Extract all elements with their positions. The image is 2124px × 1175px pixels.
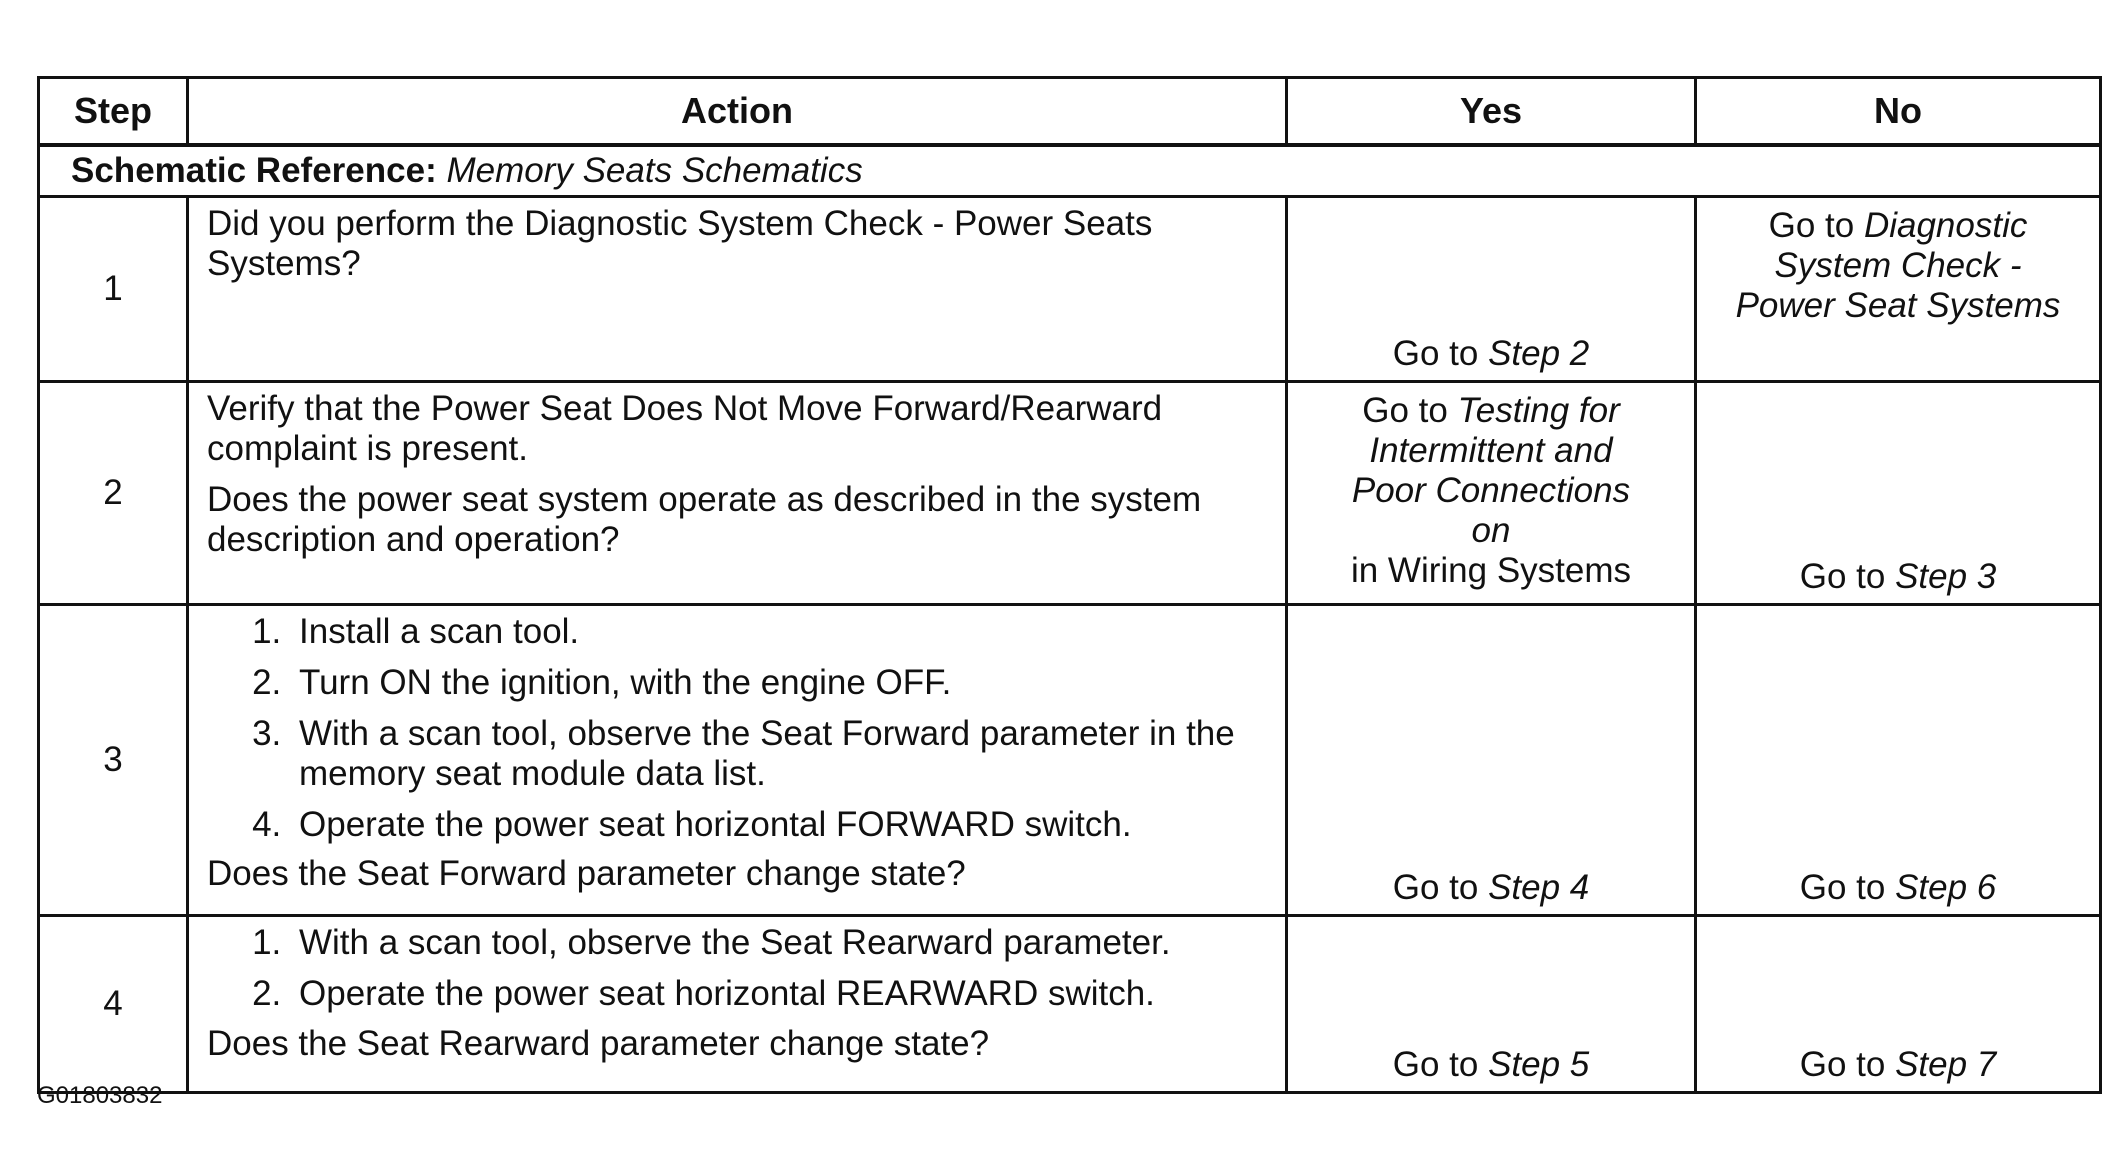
step-number: 2 [39, 382, 188, 605]
no-prefix: Go to [1799, 557, 1886, 597]
yes-link[interactable]: Step 5 [1488, 1045, 1590, 1085]
action-cell [188, 382, 1287, 605]
list-item: 3. With a scan tool, observe the Seat Forward parameter in the memory seat module data list. [291, 714, 1269, 794]
no-result [1697, 198, 2099, 326]
no-cell [1696, 916, 2101, 1093]
yes-cell [1287, 382, 1696, 605]
yes-result [1288, 334, 1694, 374]
action-question: Does the power seat system operate as described in the system description and operation? [207, 479, 1202, 559]
yes-suffix: in Wiring Systems [1350, 550, 1632, 590]
no-result [1697, 557, 2099, 597]
yes-prefix: Go to [1392, 868, 1479, 908]
action-cell [188, 197, 1287, 382]
schematic-reference [39, 145, 2101, 197]
action-question: Does the Seat Forward parameter change state? [207, 854, 966, 894]
action-cell [188, 916, 1287, 1093]
yes-result [1288, 1045, 1694, 1085]
yes-cell [1287, 916, 1696, 1093]
table-row-step-4 [39, 916, 2101, 1093]
no-cell [1696, 605, 2101, 916]
no-cell [1696, 197, 2101, 382]
step-number: 4 [39, 916, 188, 1093]
table-row-step-2 [39, 382, 2101, 605]
yes-prefix: Go to [1392, 334, 1479, 374]
list-item: 1. Install a scan tool. [291, 612, 1269, 652]
no-link[interactable]: Step 6 [1895, 868, 1997, 908]
yes-link[interactable]: Step 4 [1488, 868, 1590, 908]
yes-cell [1287, 197, 1696, 382]
schematic-reference-label: Schematic Reference: [71, 151, 437, 191]
header-no: No [1696, 78, 2101, 146]
step-number: 1 [39, 197, 188, 382]
header-yes: Yes [1287, 78, 1696, 146]
list-item: 2. Turn ON the ignition, with the engine OFF. [291, 663, 1269, 703]
yes-prefix: Go to [1392, 1045, 1479, 1085]
yes-result [1288, 868, 1694, 908]
table-row-step-1 [39, 197, 2101, 382]
no-link[interactable]: Step 7 [1895, 1045, 1997, 1085]
schematic-reference-link[interactable]: Memory Seats Schematics [446, 151, 863, 191]
action-question: Does the Seat Rearward parameter change state? [207, 1023, 990, 1063]
yes-link[interactable]: Step 2 [1488, 334, 1590, 374]
yes-prefix: Go to [1362, 391, 1448, 430]
header-step: Step [39, 78, 188, 146]
no-prefix: Go to [1799, 868, 1886, 908]
no-link[interactable]: Diagnostic System Check - Power Seat Systems [1735, 206, 2061, 325]
no-prefix: Go to [1768, 206, 1855, 245]
figure-id: G01803832 [37, 1082, 163, 1109]
no-result [1697, 868, 2099, 908]
table-row-step-3 [39, 605, 2101, 916]
action-text: Did you perform the Diagnostic System Check - Power Seats Systems? [207, 204, 1153, 283]
action-steps-list [207, 612, 1269, 844]
yes-cell [1287, 605, 1696, 916]
no-cell [1696, 382, 2101, 605]
list-item: 2. Operate the power seat horizontal REARWARD switch. [291, 974, 1269, 1014]
no-result [1697, 1045, 2099, 1085]
header-row [39, 78, 2101, 146]
no-link[interactable]: Step 3 [1895, 557, 1997, 597]
diagnostic-table [37, 76, 2102, 1094]
list-item: 1. With a scan tool, observe the Seat Rearward parameter. [291, 923, 1269, 963]
action-cell [188, 605, 1287, 916]
yes-result [1288, 383, 1694, 590]
list-item: 4. Operate the power seat horizontal FORWARD switch. [291, 805, 1269, 845]
schematic-reference-row [39, 145, 2101, 197]
step-number: 3 [39, 605, 188, 916]
no-prefix: Go to [1799, 1045, 1886, 1085]
action-text: Verify that the Power Seat Does Not Move Forward/Rearward complaint is present. [207, 389, 1163, 468]
header-action: Action [188, 78, 1287, 146]
action-steps-list [207, 923, 1269, 1014]
yes-link[interactable]: Testing for Intermittent and Poor Connections on [1351, 391, 1631, 550]
